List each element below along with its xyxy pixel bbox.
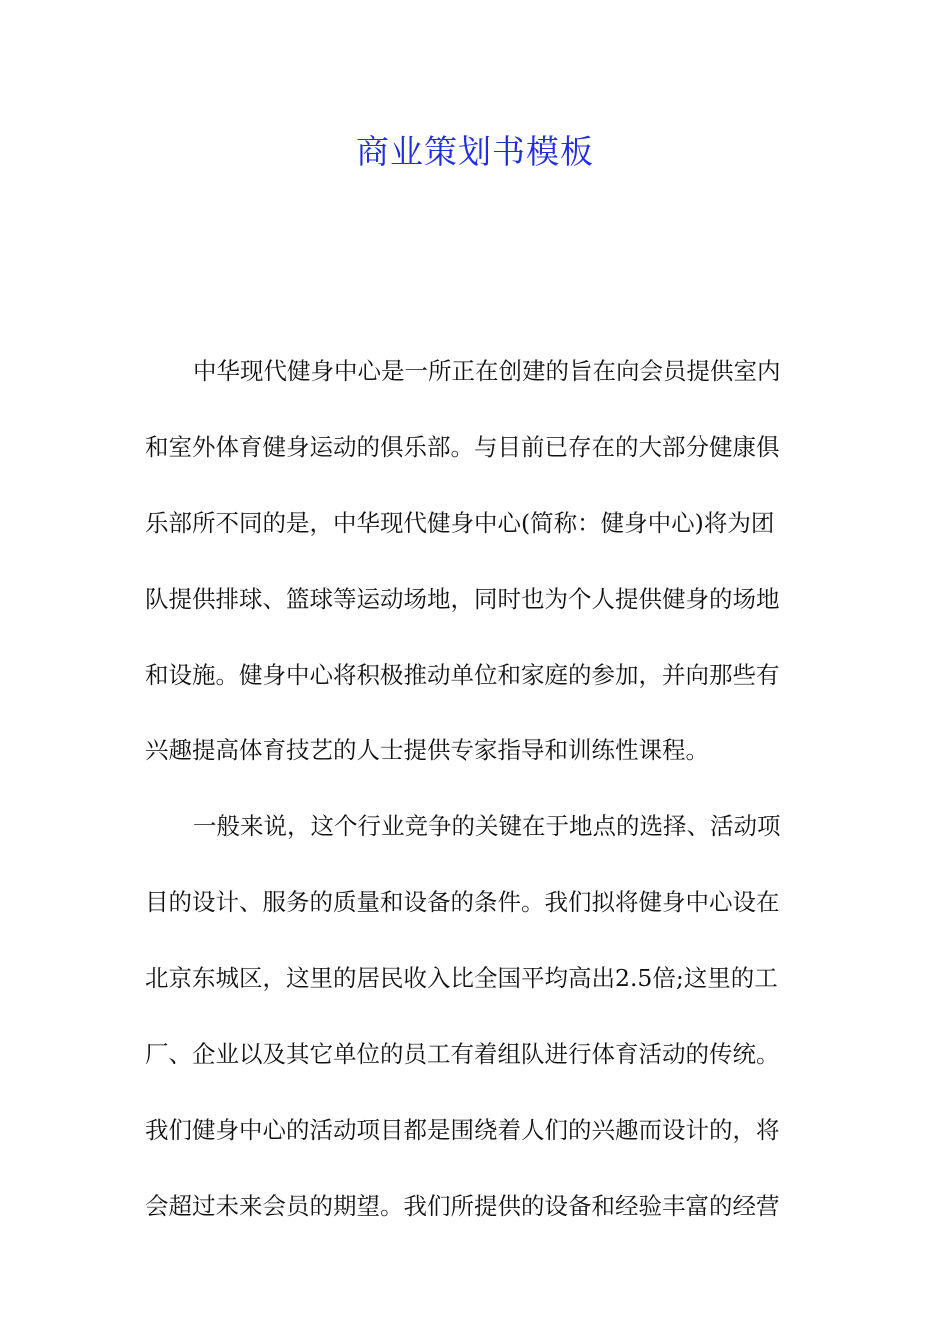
paragraph-1-line-1: 中华现代健身中心是一所正在创建的旨在向会员提供室内 [193,357,781,385]
paragraph-1-line-4: 队提供排球、篮球等运动场地，同时也为个人提供健身的场地 [145,584,780,613]
paragraph-2-line-1: 一般来说，这个行业竞争的关键在于地点的选择、活动项 [193,812,781,841]
paragraph-2-line-5: 我们健身中心的活动项目都是围绕着人们的兴趣而设计的，将 [145,1115,780,1144]
paragraph-1-line-3: 乐部所不同的是，中华现代健身中心(简称：健身中心)将为团 [145,508,775,537]
paragraph-1-line-5: 和设施。健身中心将积极推动单位和家庭的参加，并向那些有 [145,660,780,689]
paragraph-1-line-6: 兴趣提高体育技艺的人士提供专家指导和训练性课程。 [145,736,709,765]
document-title: 商业策划书模板 [356,132,594,171]
document-body [145,334,807,1245]
paragraph-1-line-2: 和室外体育健身运动的俱乐部。与目前已存在的大部分健康俱 [145,432,780,461]
paragraph-2-line-6: 会超过未来会员的期望。我们所提供的设备和经验丰富的经营 [145,1191,780,1220]
paragraph-2-line-3: 北京东城区，这里的居民收入比全国平均高出2.5倍;这里的工 [145,964,778,993]
paragraph-2-line-2: 目的设计、服务的质量和设备的条件。我们拟将健身中心设在 [145,888,780,917]
paragraph-2-line-4: 厂、企业以及其它单位的员工有着组队进行体育活动的传统。 [145,1040,780,1069]
